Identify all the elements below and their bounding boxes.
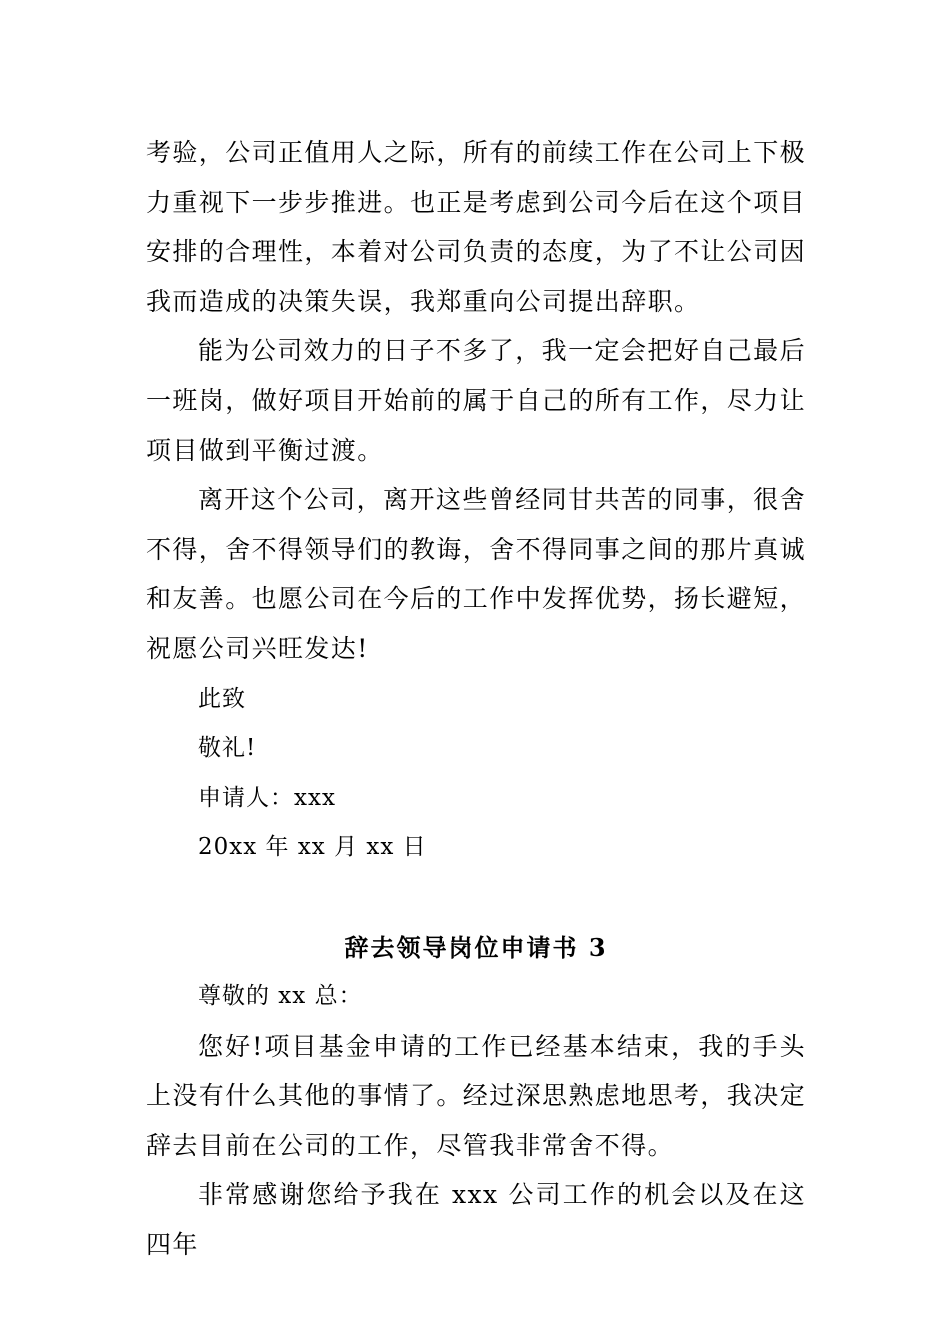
body-paragraph: 您好!项目基金申请的工作已经基本结束，我的手头上没有什么其他的事情了。经过深思熟虑地思考，我决定辞去目前在公司的工作，尽管我非常舍不得。 bbox=[146, 1031, 807, 1160]
body-paragraph: 能为公司效力的日子不多了，我一定会把好自己最后一班岗，做好项目开始前的属于自己的所有工作，尽力让项目做到平衡过渡。 bbox=[146, 336, 807, 465]
closing-salute: 此致 bbox=[198, 685, 246, 712]
letter-greeting: 尊敬的 xx 总： bbox=[198, 982, 363, 1009]
applicant-signature: 申请人：xxx bbox=[198, 784, 336, 811]
section-title: 辞去领导岗位申请书 3 bbox=[344, 932, 608, 962]
letter-date: 20xx 年 xx 月 xx 日 bbox=[198, 834, 427, 861]
closing-regards: 敬礼! bbox=[198, 735, 257, 762]
body-paragraph: 非常感谢您给予我在 xxx 公司工作的机会以及在这四年 bbox=[146, 1180, 806, 1259]
body-paragraph: 离开这个公司，离开这些曾经同甘共苦的同事，很舍不得，舍不得领导们的教诲，舍不得同事之间的那片真诚和友善。也愿公司在今后的工作中发挥优势，扬长避短，祝愿公司兴旺发达! bbox=[146, 485, 807, 663]
body-paragraph: 考验，公司正值用人之际，所有的前续工作在公司上下极力重视下一步步推进。也正是考虑到公司今后在这个项目安排的合理性，本着对公司负责的态度，为了不让公司因我而造成的决策失误，我郑重向公司提出辞职。 bbox=[146, 138, 807, 316]
document-body bbox=[146, 128, 806, 1269]
